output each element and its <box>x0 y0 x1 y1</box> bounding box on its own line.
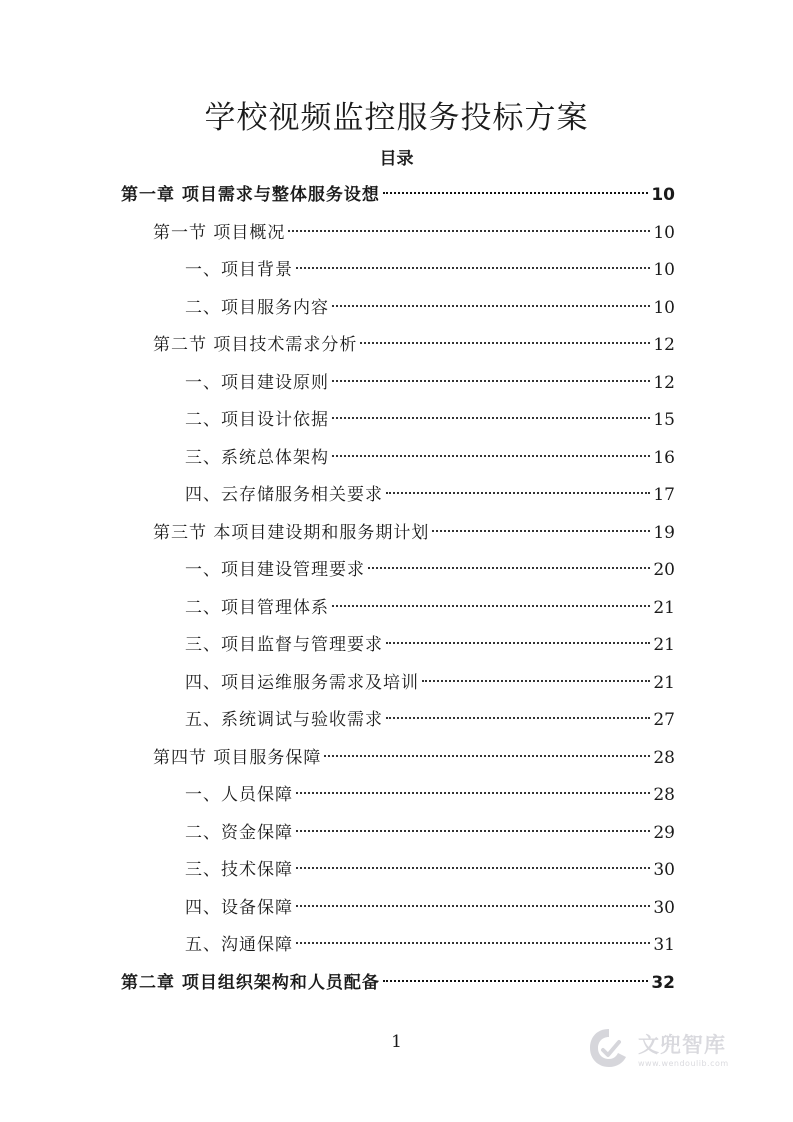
toc-dot-leader <box>360 342 650 344</box>
toc-entry-label: 第二节 项目技术需求分析 <box>153 335 358 355</box>
toc-dot-leader <box>383 192 648 194</box>
toc-entry[interactable] <box>153 330 675 360</box>
toc-entry-label: 二、项目设计依据 <box>185 410 329 430</box>
wendou-logo-icon <box>586 1025 632 1071</box>
toc-entry-page: 10 <box>653 297 675 318</box>
toc-entry[interactable] <box>153 743 675 773</box>
toc-entry-label: 第三节 本项目建设期和服务期计划 <box>153 522 430 543</box>
toc-dot-leader <box>296 792 650 794</box>
toc-entry[interactable] <box>185 555 675 585</box>
toc-entry-label: 三、技术保障 <box>185 860 293 880</box>
toc-entry[interactable] <box>153 218 675 248</box>
toc-entry-page: 29 <box>653 822 675 843</box>
toc-heading: 目录 <box>379 149 414 169</box>
toc-entry-page: 30 <box>653 860 675 880</box>
toc-entry-page: 28 <box>653 785 675 805</box>
toc-entry-page: 12 <box>653 372 675 393</box>
toc-entry[interactable] <box>185 593 675 623</box>
toc-dot-leader <box>296 267 650 269</box>
toc-dot-leader <box>296 905 650 907</box>
toc-dot-leader <box>432 530 650 532</box>
toc-entry-page: 27 <box>653 710 675 730</box>
toc-entry-page: 21 <box>653 672 675 693</box>
toc-entry-page: 21 <box>653 597 675 618</box>
toc-entry-label: 三、系统总体架构 <box>185 447 329 468</box>
toc-entry-label: 二、项目服务内容 <box>185 297 329 318</box>
toc-dot-leader <box>332 380 650 382</box>
toc-dot-leader <box>386 717 650 719</box>
toc-dot-leader <box>324 755 650 757</box>
toc-dot-leader <box>332 417 650 419</box>
toc-entry-label: 二、资金保障 <box>185 822 293 843</box>
watermark <box>586 1018 756 1078</box>
toc-entry-page: 10 <box>651 185 675 205</box>
toc-entry[interactable] <box>185 293 675 323</box>
toc-entry[interactable] <box>185 930 675 960</box>
toc-dot-leader <box>296 830 650 832</box>
toc-dot-leader <box>332 455 650 457</box>
toc-entry[interactable] <box>153 518 675 548</box>
toc-entry-label: 第一节 项目概况 <box>153 222 286 243</box>
toc-dot-leader <box>332 305 650 307</box>
toc-entry-page: 30 <box>653 897 675 918</box>
toc-entry-page: 21 <box>653 635 675 655</box>
watermark-brand: 文兜智库 <box>638 1032 726 1057</box>
toc-entry-page: 28 <box>653 747 675 768</box>
toc-dot-leader <box>332 605 650 607</box>
toc-entry-label: 第一章 项目需求与整体服务设想 <box>121 185 380 205</box>
toc-entry[interactable] <box>185 855 675 885</box>
toc-entry-label: 五、系统调试与验收需求 <box>185 710 383 730</box>
page-number: 1 <box>391 1032 402 1052</box>
document-title: 学校视频监控服务投标方案 <box>204 100 589 136</box>
toc-dot-leader <box>386 642 650 644</box>
toc-entry-label: 四、云存储服务相关要求 <box>185 485 383 505</box>
toc-entry-label: 四、项目运维服务需求及培训 <box>185 672 419 693</box>
toc-entry-label: 一、人员保障 <box>185 785 293 805</box>
watermark-url: www.wendoulib.com <box>638 1058 729 1068</box>
toc-entry-label: 一、项目建设原则 <box>185 372 329 393</box>
toc-entry[interactable] <box>185 405 675 435</box>
toc-dot-leader <box>368 567 650 569</box>
toc-entry-page: 20 <box>653 560 675 580</box>
toc-entry[interactable] <box>185 818 675 848</box>
toc-entry-page: 15 <box>653 410 675 430</box>
toc-entry-page: 31 <box>653 935 675 955</box>
toc-entry-label: 一、项目建设管理要求 <box>185 560 365 580</box>
toc-dot-leader <box>296 867 650 869</box>
toc-dot-leader <box>383 980 648 982</box>
toc-entry[interactable] <box>121 180 675 210</box>
toc-entry[interactable] <box>185 630 675 660</box>
toc-entry-page: 12 <box>653 335 675 355</box>
toc-entry-page: 10 <box>653 222 675 243</box>
toc-entry[interactable] <box>185 668 675 698</box>
toc-dot-leader <box>296 942 650 944</box>
toc-entry-label: 第二章 项目组织架构和人员配备 <box>121 972 380 993</box>
toc-entry-label: 第四节 项目服务保障 <box>153 747 322 768</box>
toc-entry-label: 五、沟通保障 <box>185 935 293 955</box>
toc-entry-page: 32 <box>651 972 675 993</box>
toc-entry[interactable] <box>185 480 675 510</box>
toc-entry-page: 17 <box>653 485 675 505</box>
toc-entry-label: 三、项目监督与管理要求 <box>185 635 383 655</box>
toc-entry[interactable] <box>185 255 675 285</box>
toc-entry[interactable] <box>185 893 675 923</box>
toc-entry[interactable] <box>185 368 675 398</box>
toc-entry[interactable] <box>185 705 675 735</box>
toc-entry[interactable] <box>121 968 675 998</box>
toc-dot-leader <box>288 230 650 232</box>
toc-entry-page: 10 <box>653 260 675 280</box>
toc-entry-page: 19 <box>653 522 675 543</box>
toc-entry[interactable] <box>185 443 675 473</box>
toc-entry-label: 一、项目背景 <box>185 260 293 280</box>
toc-entry-label: 二、项目管理体系 <box>185 597 329 618</box>
toc-entry[interactable] <box>185 780 675 810</box>
toc-dot-leader <box>386 492 650 494</box>
toc-entry-page: 16 <box>653 447 675 468</box>
toc-dot-leader <box>422 680 650 682</box>
toc-entry-label: 四、设备保障 <box>185 897 293 918</box>
